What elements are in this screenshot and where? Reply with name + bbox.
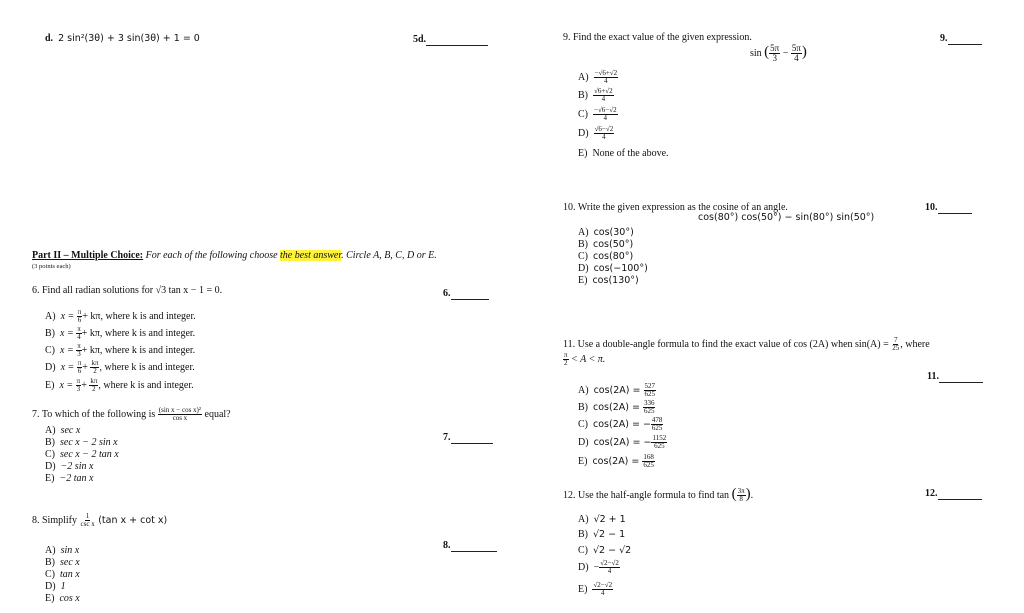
- option-text: −2 tan x: [59, 473, 94, 484]
- q10-option-d[interactable]: [578, 263, 648, 275]
- q8-option-e[interactable]: [45, 593, 80, 605]
- option-letter: A): [578, 385, 589, 397]
- option-text: cos(80°): [593, 251, 634, 262]
- fraction-den: 2: [564, 359, 568, 368]
- q10-option-b[interactable]: [578, 239, 633, 251]
- fraction-den: 625: [654, 442, 665, 451]
- q11-option-a[interactable]: [578, 383, 656, 399]
- option-letter: A): [578, 72, 589, 84]
- fraction-den: 625: [644, 390, 656, 399]
- q9-option-a[interactable]: [578, 70, 618, 86]
- fraction-den: 4: [602, 133, 606, 142]
- option-text: cos(30°): [593, 227, 634, 238]
- fraction-den: 4: [601, 589, 605, 598]
- q6-option-d[interactable]: [45, 360, 195, 376]
- option-text: 1: [60, 581, 66, 592]
- q7-stem: [32, 407, 231, 423]
- q11-stem-text: 11. Use a double-angle formula to find the exact value of cos (2A) when sin(A) =: [563, 339, 892, 351]
- q6-option-c[interactable]: [45, 343, 195, 359]
- option-text: cos(50°): [593, 239, 634, 250]
- option-letter: D): [578, 562, 589, 574]
- q11-option-d[interactable]: [578, 435, 667, 451]
- q12-option-c[interactable]: [578, 545, 631, 557]
- fraction-den: 4: [601, 95, 606, 104]
- q7-option-e[interactable]: [45, 473, 93, 485]
- option-letter: B): [45, 328, 55, 340]
- option-letter: C): [578, 109, 588, 121]
- answer-8-blank[interactable]: [451, 551, 497, 552]
- option-letter: D): [578, 437, 589, 449]
- option-text: cos(130°): [592, 275, 639, 286]
- fraction-num: 1152: [652, 434, 667, 442]
- q11-stem: [563, 337, 930, 353]
- option-text: sec x − 2 tan x: [60, 449, 119, 460]
- answer-9-blank[interactable]: [948, 44, 982, 45]
- q9-option-d[interactable]: [578, 126, 614, 142]
- part2-points: (3 points each): [32, 263, 71, 270]
- fraction-den: 4: [607, 567, 612, 576]
- option-letter: C): [45, 345, 55, 357]
- answer-7-blank[interactable]: [451, 443, 493, 444]
- option-letter: E): [578, 584, 588, 596]
- option-text: cos(−100°): [593, 263, 648, 274]
- q7-option-b[interactable]: [45, 437, 118, 449]
- option-text: sin x: [60, 545, 80, 556]
- fraction-num: −√6+√2: [594, 69, 618, 77]
- option-letter: C): [45, 449, 55, 460]
- answer-10-blank[interactable]: [938, 213, 972, 214]
- answer-7: [443, 432, 493, 444]
- option-letter: E): [45, 380, 55, 392]
- option-letter: C): [578, 419, 588, 431]
- q11-condition-text: < A < π.: [568, 354, 606, 366]
- option-text: , where k is and integer.: [99, 362, 195, 374]
- option-text: sec x: [60, 557, 80, 568]
- fraction-num: 527: [644, 382, 656, 390]
- option-text: √2 − √2: [593, 545, 632, 556]
- q9-expr-func: sin: [750, 48, 762, 60]
- option-letter: E): [45, 593, 55, 604]
- q8-option-c[interactable]: [45, 569, 80, 581]
- fraction-num: 478: [651, 416, 663, 424]
- option-letter: C): [45, 569, 55, 580]
- answer-12: [925, 488, 982, 500]
- answer-12-label: 12.: [925, 488, 938, 499]
- option-text: None of the above.: [592, 148, 669, 159]
- fraction-den: 6: [77, 367, 82, 376]
- part2-heading: [32, 250, 437, 262]
- answer-10: [925, 202, 972, 214]
- problem-d-expression: 2 sin²(3θ) + 3 sin(3θ) + 1 = 0: [58, 33, 200, 44]
- option-text: , where k is and integer.: [98, 380, 194, 392]
- answer-12-blank[interactable]: [938, 499, 982, 500]
- q10-option-a[interactable]: [578, 227, 634, 239]
- fraction-num: 168: [643, 453, 654, 461]
- option-text: −2 sin x: [60, 461, 94, 472]
- fraction-num: 7: [893, 336, 898, 344]
- fraction-num: π: [77, 325, 81, 333]
- q11-option-c[interactable]: [578, 417, 663, 433]
- option-letter: C): [578, 251, 588, 262]
- fraction-den: 2: [92, 385, 96, 394]
- fraction-num: −√6−√2: [594, 106, 617, 114]
- option-text: x =: [60, 328, 77, 340]
- option-letter: A): [45, 545, 56, 556]
- answer-11-label: 11.: [927, 371, 939, 382]
- fraction-den: 3: [76, 385, 81, 394]
- q11-option-e[interactable]: [578, 454, 655, 470]
- fraction-den: 6: [77, 316, 82, 325]
- answer-5d-blank[interactable]: [426, 45, 488, 46]
- q7-option-c[interactable]: [45, 449, 119, 461]
- option-text: x =: [60, 362, 77, 374]
- option-letter: C): [578, 545, 588, 556]
- option-letter: E): [578, 456, 588, 468]
- fraction-den: 4: [604, 77, 608, 86]
- option-letter: E): [45, 473, 55, 484]
- q6-stem: 6. Find all radian solutions for √3 tan x − 1 = 0.: [32, 285, 223, 296]
- q12-stem: 12. Use the half-angle formula to find tan ( $\frac{3\pi}{8}$ ).: [563, 486, 754, 504]
- q12-stem-text: 12. Use the half-angle formula to find tan: [563, 490, 732, 501]
- q11-stem-text: , where: [900, 339, 930, 351]
- answer-10-label: 10.: [925, 202, 938, 213]
- option-letter: E): [578, 275, 588, 286]
- option-text: x =: [60, 311, 77, 323]
- q12-option-d[interactable]: [578, 560, 620, 576]
- option-text: sec x: [60, 425, 81, 436]
- fraction-den: 8: [739, 495, 743, 504]
- q8-option-d[interactable]: [45, 581, 66, 593]
- problem-d: [45, 33, 200, 45]
- q9-option-e[interactable]: [578, 148, 669, 160]
- option-text: x =: [59, 380, 76, 392]
- option-letter: B): [45, 557, 55, 568]
- option-text: cos(2A) =: [593, 385, 644, 397]
- part2-instr-highlight: the best answer: [280, 250, 342, 261]
- fraction-den: 625: [643, 461, 654, 470]
- fraction-num: π: [77, 342, 81, 350]
- fraction-den: 625: [651, 424, 663, 433]
- q8-stem-text: (tan x + cot x): [98, 515, 168, 527]
- option-letter: D): [45, 581, 56, 592]
- fraction-num: kπ: [90, 377, 98, 385]
- q9-stem: 9. Find the exact value of the given expression.: [563, 32, 752, 43]
- fraction-den: 4: [77, 333, 81, 342]
- q9-option-b[interactable]: [578, 88, 614, 104]
- fraction-num: 5π: [770, 43, 780, 53]
- q10-option-c[interactable]: [578, 251, 633, 263]
- part2-instr-pre: For each of the following choose: [145, 250, 281, 261]
- option-text: + kπ, where k is and integer.: [81, 345, 196, 357]
- answer-5d-label: 5d.: [413, 34, 427, 45]
- fraction-num: π: [77, 308, 82, 316]
- q6-option-a[interactable]: [45, 309, 196, 325]
- fraction-den: csc x: [80, 520, 95, 529]
- fraction-num: √2−√2: [593, 581, 613, 589]
- option-letter: A): [45, 311, 56, 323]
- q10-expression: cos(80°) cos(50°) − sin(80°) sin(50°): [698, 212, 875, 223]
- fraction-den: 2: [93, 367, 97, 376]
- answer-9: [940, 33, 982, 45]
- q11-condition: [563, 352, 605, 368]
- fraction-den: 3: [772, 53, 777, 64]
- fraction-num: √6−√2: [594, 125, 614, 133]
- option-letter: B): [578, 239, 588, 250]
- answer-9-label: 9.: [940, 33, 948, 44]
- answer-5d: [413, 34, 488, 46]
- q8-option-a[interactable]: [45, 545, 79, 557]
- option-text: tan x: [60, 569, 80, 580]
- option-letter: A): [578, 514, 589, 525]
- option-letter: B): [578, 90, 588, 102]
- option-text: + kπ, where k is and integer.: [82, 311, 196, 323]
- q9-option-c[interactable]: [578, 107, 618, 123]
- q7-stem-text: equal?: [202, 409, 231, 421]
- q12-option-b[interactable]: [578, 529, 625, 541]
- answer-6-blank[interactable]: [451, 299, 489, 300]
- option-text: cos(2A) = −: [593, 419, 651, 431]
- option-text: cos(2A) =: [593, 402, 643, 414]
- answer-7-label: 7.: [443, 432, 451, 443]
- q6-option-e[interactable]: [45, 378, 194, 394]
- fraction-den: 25: [892, 344, 900, 353]
- answer-11: [927, 371, 983, 383]
- q10-stem: 10. Write the given expression as the cosine of an angle.: [563, 202, 788, 213]
- option-text: cos(2A) = −: [593, 437, 652, 449]
- option-letter: B): [45, 437, 55, 448]
- fraction-num: 1: [85, 512, 90, 520]
- fraction-num: π: [77, 359, 82, 367]
- option-text: x =: [60, 345, 77, 357]
- option-letter: B): [578, 529, 588, 540]
- fraction-den: 4: [794, 53, 799, 64]
- q7-option-d[interactable]: [45, 461, 93, 473]
- option-letter: D): [578, 263, 589, 274]
- option-text: cos(2A) =: [592, 456, 643, 468]
- option-letter: B): [578, 402, 588, 414]
- option-letter: D): [578, 128, 589, 140]
- fraction-num: π: [564, 351, 568, 359]
- option-text: +: [82, 362, 91, 374]
- option-text: + kπ, where k is and integer.: [81, 328, 196, 340]
- fraction-den: cos x: [172, 414, 188, 423]
- q7-option-a[interactable]: [45, 425, 80, 437]
- part2-title: Part II – Multiple Choice:: [32, 250, 144, 261]
- fraction-num: kπ: [91, 359, 99, 367]
- q10-option-e[interactable]: [578, 275, 639, 287]
- q8-stem: [32, 513, 167, 529]
- q8-option-b[interactable]: [45, 557, 80, 569]
- option-letter: D): [45, 461, 56, 472]
- option-text: cos x: [59, 593, 80, 604]
- answer-6-label: 6.: [443, 288, 451, 299]
- option-letter: A): [45, 425, 56, 436]
- q6-option-b[interactable]: [45, 326, 195, 342]
- fraction-num: π: [76, 377, 81, 385]
- q11-option-b[interactable]: [578, 400, 655, 416]
- option-letter: D): [45, 362, 56, 374]
- option-text: −: [593, 562, 600, 574]
- fraction-num: √2−√2: [600, 559, 619, 567]
- q7-stem-text: 7. To which of the following is: [32, 409, 158, 421]
- q12-option-e[interactable]: [578, 582, 613, 598]
- option-text: √2 − 1: [593, 529, 626, 540]
- part2-instr-post: . Circle A, B, C, D or E.: [341, 250, 437, 261]
- fraction-num: 3π: [737, 486, 745, 495]
- option-text: sec x − 2 sin x: [60, 437, 118, 448]
- option-letter: A): [578, 227, 589, 238]
- answer-8: [443, 540, 497, 552]
- fraction-den: 625: [643, 407, 655, 416]
- q9-expression: sin ( $\frac{5\pi}{3}$ − $\frac{5\pi}{4}$ ): [750, 43, 807, 64]
- answer-8-label: 8.: [443, 540, 451, 551]
- option-text: +: [81, 380, 90, 392]
- option-letter: E): [578, 148, 588, 159]
- answer-6: [443, 288, 489, 300]
- problem-d-label: d.: [45, 33, 54, 44]
- fraction-num: 336: [643, 399, 655, 407]
- option-text: √2 + 1: [593, 514, 626, 525]
- answer-11-blank[interactable]: [939, 382, 983, 383]
- fraction-den: 3: [77, 350, 81, 359]
- fraction-num: √6+√2: [594, 87, 613, 95]
- fraction-num: (sin x − cos x)²: [158, 406, 201, 414]
- fraction-num: 5π: [791, 43, 801, 53]
- q8-stem-text: 8. Simplify: [32, 515, 80, 527]
- fraction-den: 4: [603, 114, 608, 123]
- q12-option-a[interactable]: [578, 514, 626, 526]
